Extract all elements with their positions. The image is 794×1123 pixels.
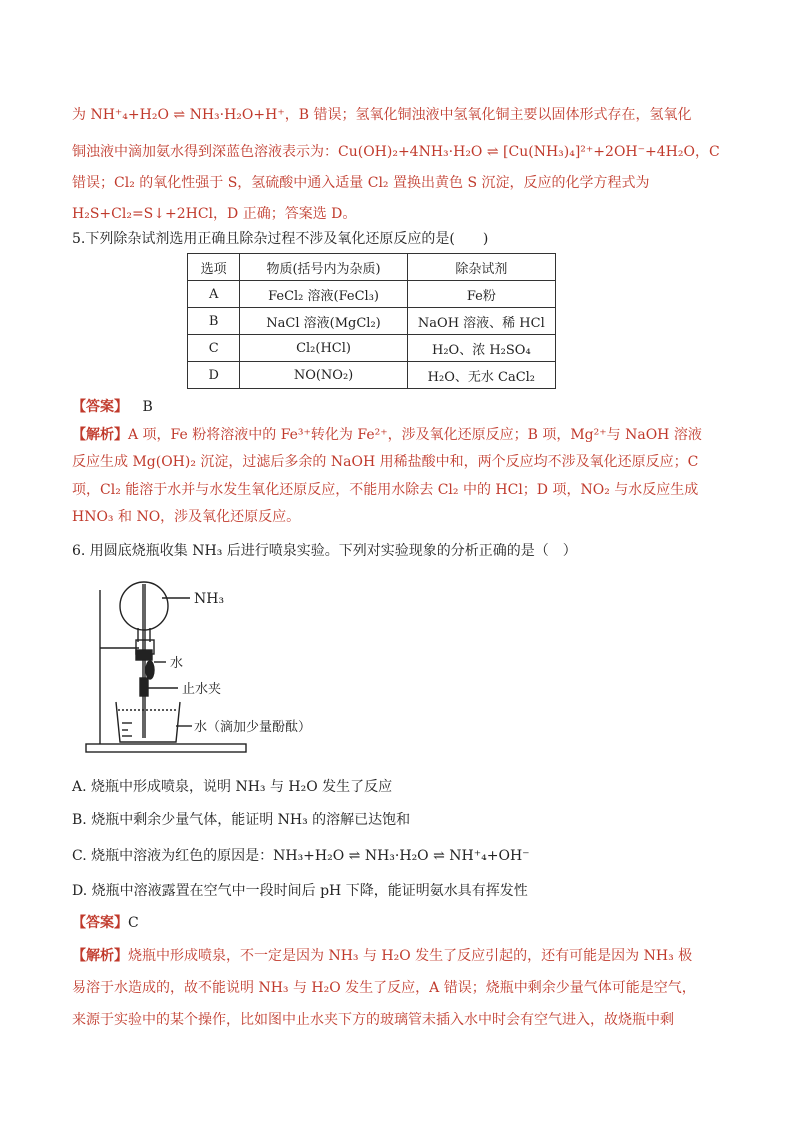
q6-analysis-line-1 (72, 946, 692, 966)
q5-analysis-line-2: 反应生成 Mg(OH)₂ 沉淀，过滤后多余的 NaOH 用稀盐酸中和，两个反应均不涉及氧化还原反应；C (72, 454, 699, 470)
table-header-row (188, 254, 556, 281)
table-row (188, 335, 556, 362)
table-row (188, 362, 556, 389)
table-cell: A (188, 281, 240, 308)
table-cell: H₂O、无水 CaCl₂ (407, 362, 555, 389)
q5-stem: 5.下列除杂试剂选用正确且除杂过程不涉及氧化还原反应的是( ) (72, 231, 489, 247)
q6-analysis-line-2: 易溶于水造成的，故不能说明 NH₃ 与 H₂O 发生了反应，A 错误；烧瓶中剩余少量气体可能是空气， (72, 980, 696, 996)
dropper-bulb (146, 661, 154, 679)
table-cell: NaCl 溶液(MgCl₂) (240, 308, 407, 335)
table-cell: Fe粉 (407, 281, 555, 308)
answer-value: B (142, 399, 153, 415)
analysis-label: 【解析】 (72, 427, 128, 443)
table-cell: Cl₂(HCl) (240, 335, 407, 362)
q5-analysis-line-1 (72, 425, 702, 445)
q6-option-b: B. 烧瓶中剩余少量气体，能证明 NH₃ 的溶解已达饱和 (72, 812, 411, 828)
table-row (188, 281, 556, 308)
analysis-text: A 项，Fe 粉将溶液中的 Fe³⁺转化为 Fe²⁺，涉及氧化还原反应；B 项，Mg²⁺与 NaOH 溶液 (128, 427, 702, 443)
q6-option-d: D. 烧瓶中溶液露置在空气中一段时间后 pH 下降，能证明氨水具有挥发性 (72, 883, 528, 899)
analysis-line-1: 为 NH⁺₄+H₂O ⇌ NH₃·H₂O+H⁺，B 错误；氢氧化铜浊液中氢氧化铜主要以固体形式存在，氢氧化 (72, 107, 692, 123)
rubber-tube (140, 678, 148, 696)
q5-options-table (187, 253, 556, 389)
q6-analysis-line-3: 来源于实验中的某个操作，比如图中止水夹下方的玻璃管未插入水中时会有空气进入，故烧瓶中剩 (72, 1012, 674, 1028)
q6-option-c: C. 烧瓶中溶液为红色的原因是：NH₃+H₂O ⇌ NH₃·H₂O ⇌ NH⁺₄+OH⁻ (72, 848, 530, 864)
stand-base (86, 744, 246, 752)
q6-stem: 6. 用圆底烧瓶收集 NH₃ 后进行喷泉实验。下列对实验现象的分析正确的是（ ） (72, 543, 577, 559)
q6-option-a: A. 烧瓶中形成喷泉，说明 NH₃ 与 H₂O 发生了反应 (72, 779, 393, 795)
analysis-text: 烧瓶中形成喷泉，不一定是因为 NH₃ 与 H₂O 发生了反应引起的，还有可能是因为 NH₃ 极 (128, 948, 693, 964)
q5-analysis-line-3: 项，Cl₂ 能溶于水并与水发生氧化还原反应，不能用水除去 Cl₂ 中的 HCl；D 项，NO₂ 与水反应生成 (72, 482, 699, 498)
table-header-cell: 选项 (188, 254, 240, 281)
q5-analysis-line-4: HNO₃ 和 NO，涉及氧化还原反应。 (72, 509, 301, 525)
q6-answer (72, 913, 139, 933)
fountain-apparatus-figure (84, 578, 354, 758)
table-cell: FeCl₂ 溶液(FeCl₃) (240, 281, 407, 308)
answer-label: 【答案】 (72, 915, 128, 931)
analysis-line-2: 铜浊液中滴加氨水得到深蓝色溶液表示为：Cu(OH)₂+4NH₃·H₂O ⇌ [Cu(NH₃)₄]²⁺+2OH⁻+4H₂O，C (72, 144, 720, 160)
label-beaker: 水（滴加少量酚酞） (194, 720, 312, 735)
answer-label: 【答案】 (72, 399, 128, 415)
table-cell: NaOH 溶液、稀 HCl (407, 308, 555, 335)
analysis-label: 【解析】 (72, 948, 128, 964)
table-row (188, 308, 556, 335)
label-clamp: 止水夹 (182, 682, 222, 697)
table-cell: H₂O、浓 H₂SO₄ (407, 335, 555, 362)
q5-answer (72, 397, 153, 417)
rubber-stopper (136, 650, 152, 660)
table-header-cell: 物质(括号内为杂质) (240, 254, 407, 281)
label-water: 水 (170, 656, 184, 671)
label-gas: NH₃ (194, 591, 225, 607)
table-header-cell: 除杂试剂 (407, 254, 555, 281)
round-bottom-flask (120, 582, 168, 630)
table-cell: B (188, 308, 240, 335)
table-cell: NO(NO₂) (240, 362, 407, 389)
table-cell: C (188, 335, 240, 362)
analysis-line-4: H₂S+Cl₂=S↓+2HCl，D 正确；答案选 D。 (72, 206, 357, 222)
table-cell: D (188, 362, 240, 389)
answer-value: C (128, 915, 139, 931)
analysis-line-3: 错误；Cl₂ 的氧化性强于 S，氢硫酸中通入适量 Cl₂ 置换出黄色 S 沉淀，反应的化学方程式为 (72, 175, 650, 191)
